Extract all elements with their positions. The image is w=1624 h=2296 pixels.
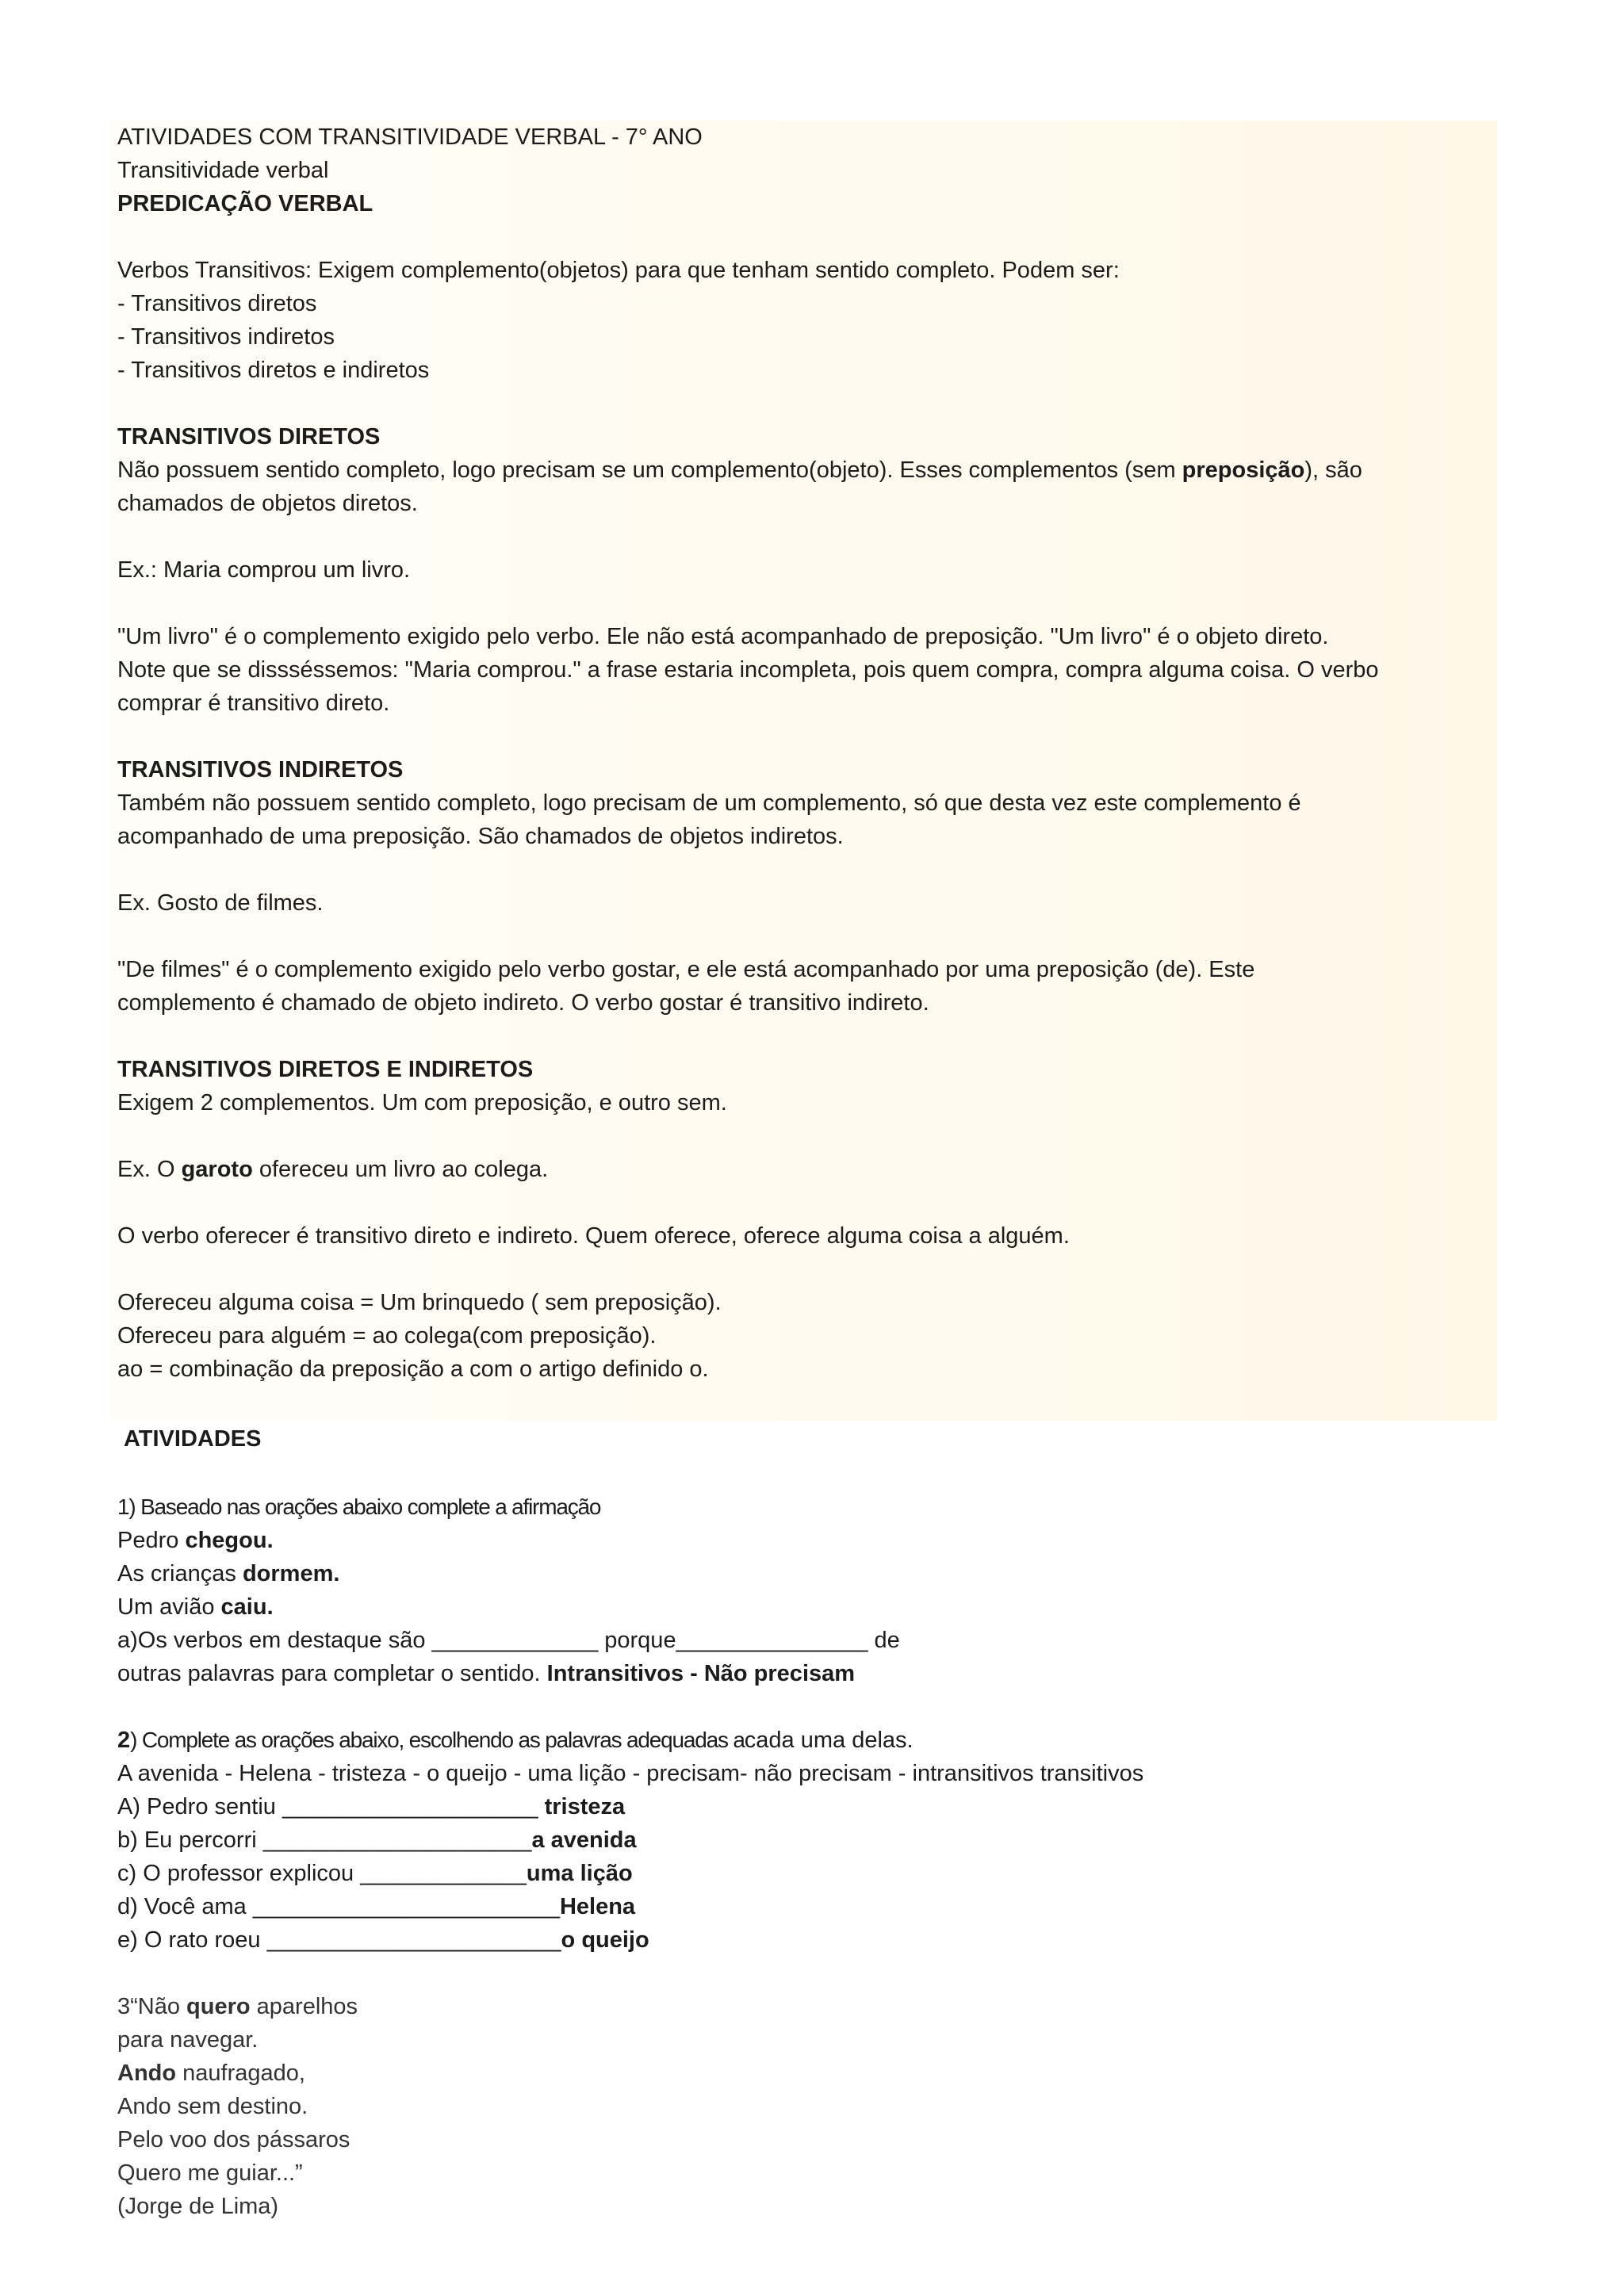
poem-line: Ando naufragado, (117, 2061, 305, 2086)
paragraph-line: Exigem 2 complementos. Um com preposição, e outro sem. (117, 1090, 727, 1115)
poem-line: Pelo voo dos pássaros (117, 2127, 350, 2152)
paragraph-line: Também não possuem sentido completo, logo precisam de um complemento, só que desta vez este complemento é (117, 790, 1301, 816)
heading-predicacao-verbal: PREDICAÇÃO VERBAL (117, 191, 373, 216)
question-2-item: e) O rato roeu _______________________o queijo (117, 1927, 649, 1953)
example-line: Ex. Gosto de filmes. (117, 890, 324, 916)
intro-paragraph: Verbos Transitivos: Exigem complemento(objetos) para que tenham sentido completo. Podem ser: (117, 258, 1120, 283)
paragraph-line: Não possuem sentido completo, logo precisam se um complemento(objeto). Esses complementos (sem preposição), são (117, 457, 1362, 483)
paragraph-line: Ofereceu alguma coisa = Um brinquedo ( sem preposição). (117, 1290, 722, 1315)
heading-transitivos-diretos: TRANSITIVOS DIRETOS (117, 424, 381, 450)
document-subtitle: Transitividade verbal (117, 158, 329, 183)
question-2-item: c) O professor explicou _____________uma lição (117, 1861, 633, 1886)
poem-line: para navegar. (117, 2027, 259, 2053)
heading-atividades: ATIVIDADES (124, 1426, 262, 1452)
sentence-line: Um avião caiu. (117, 1594, 274, 1620)
poem-line: 3“Não quero aparelhos (117, 1994, 358, 2019)
heading-transitivos-indiretos: TRANSITIVOS INDIRETOS (117, 757, 404, 783)
list-item: - Transitivos diretos e indiretos (117, 358, 430, 383)
sentence-line: As crianças dormem. (117, 1561, 340, 1586)
question-2-item: d) Você ama ________________________Helena (117, 1894, 636, 1919)
question-1a-line: a)Os verbos em destaque são _____________ porque_______________ de (117, 1628, 900, 1653)
example-line: Ex. O garoto ofereceu um livro ao colega. (117, 1157, 549, 1182)
question-2-prompt: 2) Complete as orações abaixo, escolhendo as palavras adequadas acada uma delas. (117, 1728, 914, 1753)
question-2-options: A avenida - Helena - tristeza - o queijo - uma lição - precisam- não precisam - intransitivos transitivos (117, 1761, 1144, 1786)
paragraph-line: complemento é chamado de objeto indireto. O verbo gostar é transitivo indireto. (117, 990, 929, 1016)
question-2-item: A) Pedro sentiu ____________________ tristeza (117, 1794, 626, 1820)
paragraph-line: "Um livro" é o complemento exigido pelo verbo. Ele não está acompanhado de preposição. "Um livro" é o objeto direto. (117, 624, 1329, 649)
example-line: Ex.: Maria comprou um livro. (117, 557, 411, 583)
sentence-line: Pedro chegou. (117, 1528, 274, 1553)
paragraph-line: Ofereceu para alguém = ao colega(com preposição). (117, 1323, 657, 1349)
poem-author: (Jorge de Lima) (117, 2194, 279, 2219)
list-item: - Transitivos diretos (117, 291, 317, 316)
document-title: ATIVIDADES COM TRANSITIVIDADE VERBAL - 7° ANO (117, 124, 703, 150)
question-1a-line: outras palavras para completar o sentido. Intransitivos - Não precisam (117, 1661, 856, 1686)
poem-line: Ando sem destino. (117, 2094, 308, 2119)
paragraph-line: "De filmes" é o complemento exigido pelo verbo gostar, e ele está acompanhado por uma preposição (de). Este (117, 957, 1255, 982)
paragraph-line: chamados de objetos diretos. (117, 491, 418, 516)
list-item: - Transitivos indiretos (117, 324, 335, 350)
question-2-item: b) Eu percorri _____________________a avenida (117, 1827, 637, 1853)
paragraph-line: Note que se dissséssemos: "Maria comprou." a frase estaria incompleta, pois quem compra, compra alguma coisa. O verbo (117, 657, 1379, 683)
question-1-prompt: 1) Baseado nas orações abaixo complete a afirmação (117, 1494, 601, 1519)
paragraph-line: O verbo oferecer é transitivo direto e indireto. Quem oferece, oferece alguma coisa a alguém. (117, 1223, 1070, 1249)
heading-transitivos-diretos-e-indiretos: TRANSITIVOS DIRETOS E INDIRETOS (117, 1057, 534, 1082)
paragraph-line: comprar é transitivo direto. (117, 691, 390, 716)
paragraph-line: acompanhado de uma preposição. São chamados de objetos indiretos. (117, 824, 844, 849)
poem-line: Quero me guiar...” (117, 2160, 303, 2186)
paragraph-line: ao = combinação da preposição a com o artigo definido o. (117, 1357, 709, 1382)
